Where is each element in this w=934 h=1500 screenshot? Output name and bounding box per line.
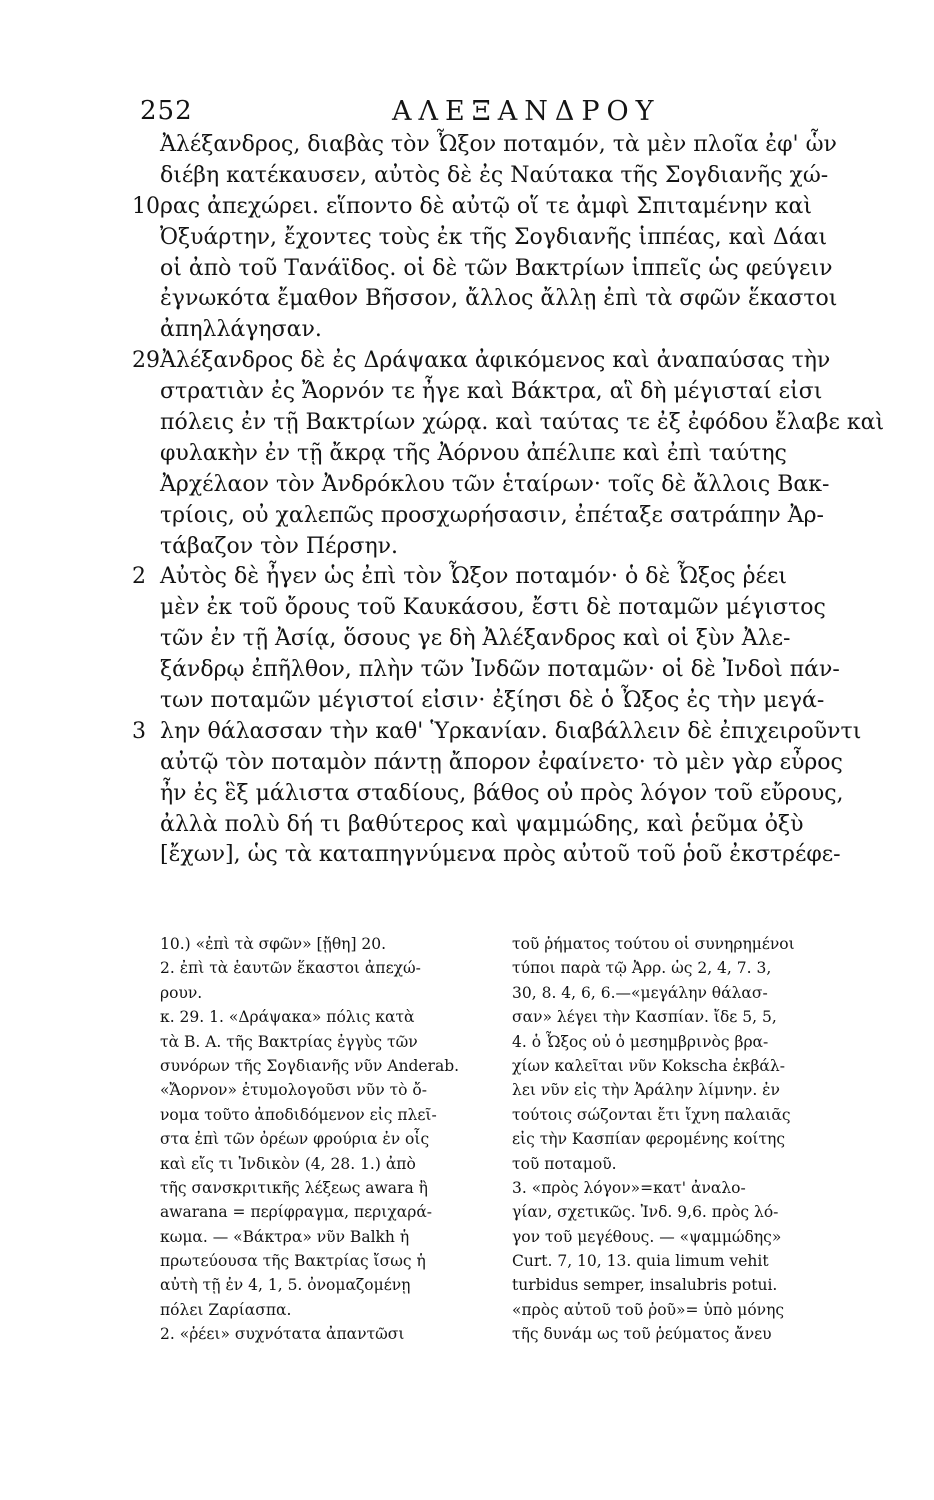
line-text: φυλακὴν ἐν τῇ ἄκρᾳ τῆς Ἀόρνου ἀπέλιπε καὶ ἐπὶ ταύτης (160, 440, 787, 466)
line-text: ἀλλὰ πολὺ δή τι βαθύτερος καὶ ψαμμώδης, καὶ ῥεῦμα ὀξὺ (160, 811, 804, 837)
text-line (160, 686, 850, 717)
running-header (0, 90, 934, 130)
text-line (160, 408, 885, 439)
margin-number: 2 (132, 564, 146, 590)
text-line (132, 717, 862, 748)
text-line (160, 655, 850, 686)
margin-number: 10 (132, 193, 160, 219)
line-text: πόλεις ἐν τῇ Βακτρίων χώρᾳ. καὶ ταύτας τε ἐξ ἐφόδου ἔλαβε καὶ (160, 410, 885, 436)
margin-number: 3 (132, 718, 146, 744)
footnote-line: τῆς σανσκριτικῆς λέξεως awara ἢ (160, 1178, 428, 1197)
line-text: τάβαζον τὸν Πέρσην. (160, 533, 399, 559)
line-text: τρίοις, οὐ χαλεπῶς προσχωρήσασιν, ἐπέταξε σατράπην Ἀρ- (160, 502, 824, 528)
footnote-line: τύποι παρὰ τῷ Ἀρρ. ὡς 2, 4, 7. 3, (512, 959, 772, 978)
footnote-line: 2. ἐπὶ τὰ ἑαυτῶν ἕκαστοι ἀπεχώ- (160, 959, 421, 978)
text-line (160, 439, 850, 470)
line-text: ρας ἀπεχώρει. εἵποντο δὲ αὐτῷ οἵ τε ἀμφὶ Σπιταμένην καὶ (160, 193, 813, 219)
footnotes-left-column (160, 932, 485, 1347)
line-text: Αὐτὸς δὲ ἦγεν ὡς ἐπὶ τὸν Ὦξον ποταμόν· ὁ δὲ Ὦξος ῥέει (160, 564, 787, 590)
text-line (132, 192, 850, 223)
footnote-line: πρωτεύουσα τῆς Βακτρίας ἴσως ἡ (160, 1252, 426, 1271)
footnote-line: «πρὸς αὐτοῦ τοῦ ῥοῦ»= ὑπὸ μόνης (512, 1300, 785, 1319)
line-text: τῶν ἐν τῇ Ἀσίᾳ, ὅσους γε δὴ Ἀλέξανδρος καὶ οἱ ξὺν Ἀλε- (160, 626, 791, 652)
footnote-line: εἰς τὴν Κασπίαν φερομένης κοίτης (512, 1130, 786, 1149)
text-line (160, 254, 850, 285)
line-text: Ἀλέξανδρος δὲ ἐς Δράψακα ἀφικόμενος καὶ ἀναπαύσας τὴν (160, 348, 831, 374)
footnote-line: 30, 8. 4, 6, 6.—«μεγάλην θάλασ- (512, 983, 768, 1002)
footnote-line: σαν» λέγει τὴν Κασπίαν. ἴδε 5, 5, (512, 1008, 777, 1027)
line-text: ἀπηλλάγησαν. (160, 317, 322, 343)
footnote-line: τὰ Β. Α. τῆς Βακτρίας ἐγγὺς τῶν (160, 1032, 418, 1051)
text-line (160, 315, 850, 346)
line-text: ἐγνωκότα ἔμαθον Βῆσσον, ἄλλος ἄλλῃ ἐπὶ τὰ σφῶν ἕκαστοι (160, 286, 838, 312)
footnotes-right-column (512, 932, 837, 1347)
line-text: οἱ ἀπὸ τοῦ Τανάϊδος. οἱ δὲ τῶν Βακτρίων ἱππεῖς ὡς φεύγειν (160, 255, 833, 281)
footnote-line: τοῦ ῥήματος τούτου οἱ συνηρημένοι (512, 935, 795, 953)
main-text (132, 130, 885, 871)
line-text: διέβη κατέκαυσεν, αὐτὸς δὲ ἐς Ναύτακα τῆς Σογδιανῆς χώ- (160, 162, 829, 188)
footnote-line: «Ἄορνον» ἐτυμολογοῦσι νῦν τὸ ὄ- (160, 1081, 427, 1100)
text-line (160, 593, 850, 624)
line-text: στρατιὰν ἐς Ἄορνόν τε ἦγε καὶ Βάκτρα, αἳ δὴ μέγισταί εἰσι (160, 379, 823, 405)
line-text: Ἀρχέλαον τὸν Ἀνδρόκλου τῶν ἑταίρων· τοῖς δὲ ἄλλοις Βακ- (160, 471, 830, 497)
footnote-line: 2. «ῥέει» συχνότατα ἀπαντῶσι (160, 1325, 405, 1344)
line-text: λην θάλασσαν τὴν καθ' Ὑρκανίαν. διαβάλλειν δὲ ἐπιχειροῦντι (160, 718, 862, 744)
footnote-line: Curt. 7, 10, 13. quia limum vehit (512, 1252, 769, 1271)
margin-number: 29 (132, 348, 160, 374)
footnote-line: turbidus semper, insalubris potui. (512, 1276, 778, 1295)
footnote-line: τούτοις σώζονται ἔτι ἴχνη παλαιᾶς (512, 1105, 791, 1124)
footnote-line: χίων καλεῖται νῦν Kokscha ἐκβάλ- (512, 1056, 785, 1075)
text-line (160, 130, 850, 161)
line-text: ξάνδρῳ ἐπῆλθον, πλὴν τῶν Ἰνδῶν ποταμῶν· οἱ δὲ Ἰνδοὶ πάν- (160, 657, 840, 683)
text-line (132, 346, 850, 377)
footnote-line: τῆς δυνάμ ως τοῦ ῥεύματος ἄνευ (512, 1325, 772, 1344)
text-line (160, 377, 850, 408)
text-line (160, 532, 850, 563)
line-text: Ὀξυάρτην, ἔχοντες τοὺς ἐκ τῆς Σογδιανῆς ἱππέας, καὶ Δάαι (160, 224, 828, 250)
text-line (160, 840, 850, 871)
footnote-line: πόλει Ζαρίασπα. (160, 1300, 292, 1319)
text-line (160, 779, 850, 810)
footnote-line: συνόρων τῆς Σογδιανῆς νῦν Anderab. (160, 1056, 460, 1075)
footnote-line: 10.) «ἐπὶ τὰ σφῶν» [ᾔθη] 20. (160, 935, 387, 953)
line-text: Ἀλέξανδρος, διαβὰς τὸν Ὦξον ποταμόν, τὰ μὲν πλοῖα ἐφ' ὧν (160, 132, 837, 157)
text-line (160, 161, 850, 192)
footnote-line: κωμα. — «Βάκτρα» νῦν Balkh ἡ (160, 1227, 410, 1246)
footnote-line: στα ἐπὶ τῶν ὀρέων φρούρια ἐν οἷς (160, 1130, 430, 1149)
footnote-line: awarana = περίφραγμα, περιχαρά- (160, 1203, 433, 1222)
footnote-line: γίαν, σχετικῶς. Ἰνδ. 9,6. πρὸς λό- (512, 1203, 779, 1222)
line-text: αὐτῷ τὸν ποταμὸν πάντῃ ἄπορον ἐφαίνετο· τὸ μὲν γὰρ εὖρος (160, 749, 843, 775)
text-line (160, 810, 850, 841)
footnote-line: λει νῦν εἰς τὴν Ἀράλην λίμνην. ἐν (512, 1081, 780, 1100)
text-line (160, 501, 850, 532)
text-line (160, 748, 850, 779)
footnote-line: κ. 29. 1. «Δράψακα» πόλις κατὰ (160, 1008, 415, 1027)
text-line (160, 624, 850, 655)
line-text: μὲν ἐκ τοῦ ὄρους τοῦ Καυκάσου, ἔστι δὲ ποταμῶν μέγιστος (160, 595, 826, 621)
footnote-line: καὶ εἴς τι Ἰνδικὸν (4, 28. 1.) ἀπὸ (160, 1154, 416, 1173)
footnote-line: 4. ὁ Ὦξος οὐ ὁ μεσημβρινὸς βρα- (512, 1032, 769, 1051)
line-text: των ποταμῶν μέγιστοί εἰσιν· ἐξίησι δὲ ὁ Ὦξος ἐς τὴν μεγά- (160, 688, 825, 714)
text-line (132, 562, 850, 593)
page-number: 252 (140, 96, 193, 126)
text-line (160, 284, 850, 315)
line-text: [ἔχων], ὡς τὰ καταπηγνύμενα πρὸς αὐτοῦ τοῦ ῥοῦ ἐκστρέφε- (160, 842, 841, 868)
footnote-line: νομα τοῦτο ἀποδιδόμενον εἰς πλεῖ- (160, 1105, 437, 1124)
line-text: ἦν ἐς ἓξ μάλιστα σταδίους, βάθος οὐ πρὸς λόγον τοῦ εὔρους, (160, 780, 844, 806)
footnote-line: τοῦ ποταμοῦ. (512, 1154, 617, 1173)
running-title: ΑΛΕΞΑΝΔΡΟΥ (392, 96, 661, 127)
footnote-line: αὐτὴ τῇ ἐν 4, 1, 5. ὀνομαζομένῃ (160, 1276, 411, 1295)
text-line (160, 470, 850, 501)
footnote-line: 3. «πρὸς λόγον»=κατ' ἀναλο- (512, 1178, 746, 1197)
footnote-line: γον τοῦ μεγέθους. — «ψαμμώδης» (512, 1227, 782, 1246)
footnote-line: ρουν. (160, 983, 203, 1002)
text-line (160, 223, 850, 254)
